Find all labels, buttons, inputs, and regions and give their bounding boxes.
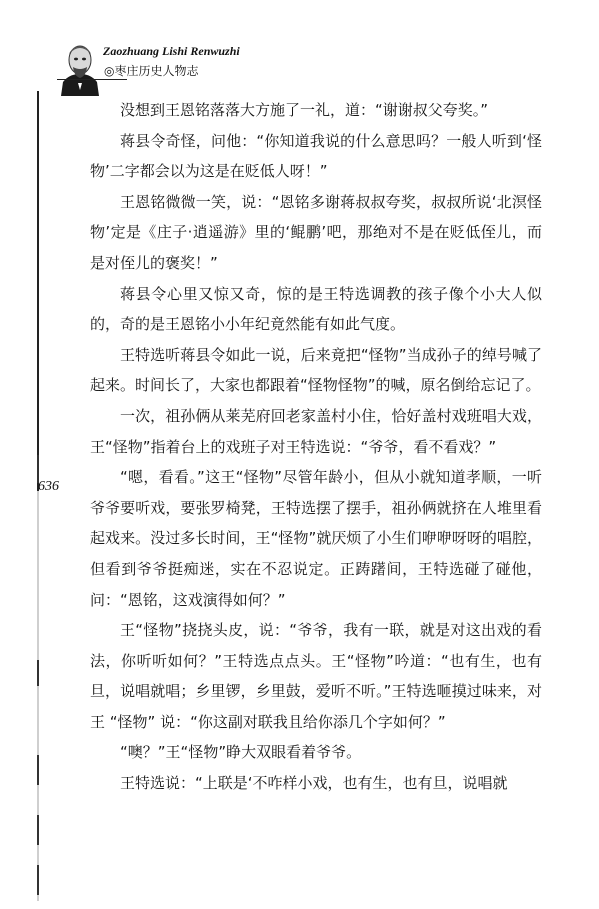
header-underline — [57, 79, 127, 80]
paragraph: 王“怪物”挠挠头皮，说：“爷爷，我有一联，就是对这出戏的看法，你听听如何？”王特选点点头。王“怪物”吟道：“也有生，也有旦，说唱就唱；乡里锣，乡里鼓，爱听不听。”王特选咂摸过味来，对王 “怪物” 说：“你这副对联我且给你添几个字如何？” — [90, 621, 542, 731]
body-text — [90, 95, 542, 799]
margin-rule-tick — [37, 755, 39, 785]
paragraph: 没想到王恩铭落落大方施了一礼，道：“谢谢叔父夸奖。” — [120, 101, 489, 119]
margin-rule-tick — [37, 660, 39, 686]
paragraph: 王特选说：“上联是‘不咋样小戏，也有生，也有旦，说唱就 — [120, 774, 508, 793]
portrait-image — [57, 38, 103, 96]
paragraph: 蒋县令奇怪，问他：“你知道我说的什么意思吗？一般人听到‘怪物’二字都会以为这是在贬低人呀！” — [90, 131, 542, 181]
paragraph: 一次，祖孙俩从莱芜府回老家盖村小住，恰好盖村戏班唱大戏，王“怪物”指着台上的戏班子对王特选说：“爷爷，看不看戏？” — [90, 406, 542, 456]
paragraph: 王恩铭微微一笑，说：“恩铭多谢蒋叔叔夸奖，叔叔所说‘北溟怪物’定是《庄子·逍遥游》里的‘鲲鹏’吧，那绝对不是在贬低侄儿，而是对侄儿的褒奖！” — [90, 192, 542, 272]
page-number: 636 — [38, 479, 59, 494]
margin-rule — [37, 91, 39, 491]
margin-rule-tick — [37, 865, 39, 895]
paragraph: 蒋县令心里又惊又奇，惊的是王特选调教的孩子像个小大人似的，奇的是王恩铭小小年纪竟然能有如此气度。 — [90, 284, 542, 334]
header-title-pinyin: Zaozhuang Lishi Renwuzhi — [103, 44, 240, 58]
paragraph: “噢？”王“怪物”睁大双眼看着爷爷。 — [120, 743, 362, 762]
margin-rule-tick — [37, 815, 39, 845]
paragraph: 王特选听蒋县令如此一说，后来竟把“怪物”当成孙子的绰号喊了起来。时间长了，大家也都跟着“怪物怪物”的喊，原名倒给忘记了。 — [90, 345, 542, 395]
header-title-chinese: ◎枣庄历史人物志 — [104, 64, 199, 78]
paragraph: “嗯，看看。”这王“怪物”尽管年龄小，但从小就知道孝顺，一听爷爷要听戏，要张罗椅凳，王特选摆了摆手，祖孙俩就挤在人堆里看起戏来。没过多长时间，王“怪物”就厌烦了小生们咿咿呀呀的唱腔，但看到爷爷挺痴迷，实在不忍说定。正踌躇间，王特选碰了碰他，问：“恩铭，这戏演得如何？” — [90, 468, 542, 609]
